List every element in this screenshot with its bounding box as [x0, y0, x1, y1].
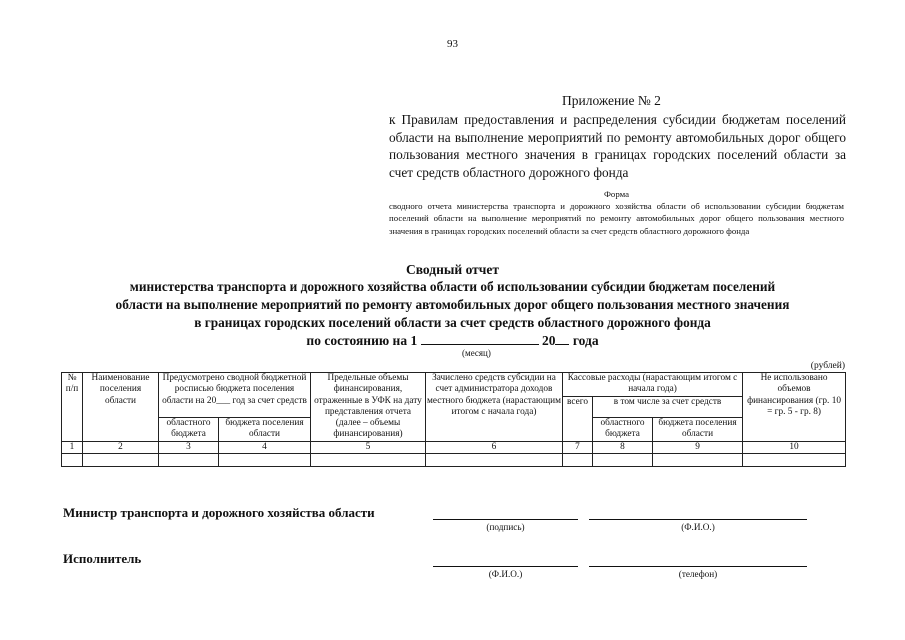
report-title: Сводный отчет — [405, 262, 500, 277]
report-year-prefix: 20 — [541, 333, 556, 348]
empty-cell — [83, 454, 159, 467]
col-num-4: 4 — [219, 441, 311, 453]
report-subtitle-line-2: области на выполнение мероприятий по ремонту автомобильных дорог общего пользования местного значения — [115, 297, 790, 312]
col-num-9: 9 — [653, 441, 743, 453]
header-name: Наименование поселения области — [83, 373, 159, 442]
header-unused: Не использовано объемов финансирования (гр. 10 = гр. 5 - гр. 8) — [743, 373, 846, 442]
minister-fio-line — [589, 519, 807, 520]
executor-phone-line — [589, 566, 807, 567]
report-table — [61, 372, 846, 467]
column-number-row — [62, 441, 846, 453]
executor-fio-caption: (Ф.И.О.) — [488, 569, 523, 579]
executor-fio-line — [433, 566, 578, 567]
report-date-prefix: по состоянию на 1 — [306, 333, 418, 348]
month-caption: (месяц) — [462, 348, 491, 358]
col-num-7: 7 — [563, 441, 593, 453]
header-credited: Зачислено средств субсидии на счет администратора доходов местного бюджета (нарастающим итогом с начала года) — [426, 373, 563, 442]
header-cash-including: в том числе за счет средств — [593, 396, 743, 418]
col-num-5: 5 — [311, 441, 426, 453]
year-blank — [555, 332, 569, 345]
col-num-1: 1 — [62, 441, 83, 453]
currency-unit: (рублей) — [810, 361, 845, 371]
executor-label: Исполнитель — [63, 551, 142, 566]
col-num-2: 2 — [83, 441, 159, 453]
header-planned-settlement: бюджета поселения области — [219, 418, 311, 442]
col-num-3: 3 — [159, 441, 219, 453]
header-cash-settlement: бюджета поселения области — [653, 418, 743, 442]
empty-cell — [311, 454, 426, 467]
header-limits: Предельные объемы финансирования, отраженные в УФК на дату представления отчета (далее – объемы финансирования) — [311, 373, 426, 442]
header-cash-total: всего — [563, 396, 593, 441]
report-subtitle-line-3: в границах городских поселений области за счет средств областного дорожного фонда — [194, 315, 711, 330]
minister-signature-caption: (подпись) — [486, 522, 525, 532]
empty-cell — [62, 454, 83, 467]
minister-fio-caption: (Ф.И.О.) — [681, 522, 715, 532]
empty-cell — [426, 454, 563, 467]
empty-cell — [219, 454, 311, 467]
minister-label: Министр транспорта и дорожного хозяйства области — [63, 505, 375, 520]
report-subtitle-line-1: министерства транспорта и дорожного хозяйства области об использовании субсидии бюджетам поселений — [129, 279, 776, 294]
header-num: № п/п — [62, 373, 83, 442]
col-num-6: 6 — [426, 441, 563, 453]
empty-cell — [593, 454, 653, 467]
appendix-text: к Правилам предоставления и распределения субсидии бюджетам поселений области на выполнение мероприятий по ремонту автомобильных дорог общего пользования местного значения в границах городских поселений области за счет средств областного дорожного фонда — [389, 112, 846, 180]
form-label: Форма — [603, 189, 630, 199]
month-blank — [421, 332, 539, 345]
appendix-title: Приложение № 2 — [562, 93, 661, 108]
empty-cell — [159, 454, 219, 467]
header-planned: Предусмотрено сводной бюджетной росписью бюджета поселения области на 20___ год за счет средств — [159, 373, 311, 418]
report-date-suffix: года — [572, 333, 599, 348]
empty-cell — [653, 454, 743, 467]
empty-data-row — [62, 454, 846, 467]
header-cash-regional: областного бюджета — [593, 418, 653, 442]
report-date-line — [0, 332, 905, 349]
header-planned-regional: областного бюджета — [159, 418, 219, 442]
executor-phone-caption: (телефон) — [678, 569, 718, 579]
empty-cell — [563, 454, 593, 467]
page-number: 93 — [447, 38, 458, 50]
col-num-8: 8 — [593, 441, 653, 453]
minister-signature-line — [433, 519, 578, 520]
header-cash: Кассовые расходы (нарастающим итогом с начала года) — [563, 373, 743, 397]
form-description: сводного отчета министерства транспорта и дорожного хозяйства области об использовании субсидии бюджетам поселений области на выполнение мероприятий по ремонту автомобильных дорог общего пользования местного значения в границах городских поселений области за счет средств областного дорожного фонда — [389, 201, 844, 236]
empty-cell — [743, 454, 846, 467]
col-num-10: 10 — [743, 441, 846, 453]
